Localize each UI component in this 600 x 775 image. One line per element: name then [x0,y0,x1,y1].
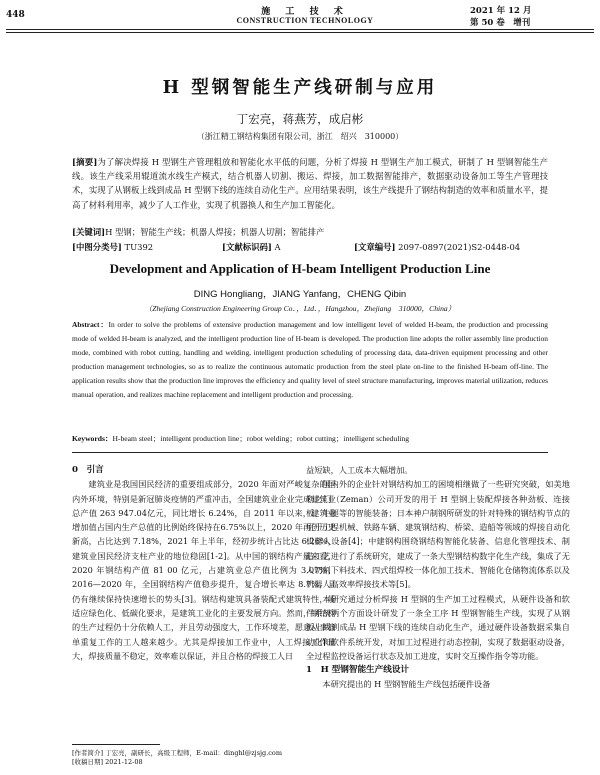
footnote-rule [72,744,160,745]
class-value: TU392 [124,242,154,252]
footnote-author: [作者简介] 丁宏亮，副研长，高级工程师，E-mail：dinghl@zjsjg.com [72,749,282,757]
paragraph: 建筑业是我国国民经济的重要组成部分，2020 年面对严峻复杂的国内外环境，特别是新冠肺炎疫情的严重冲击，全国建筑业企业完成建筑业总产值 263 947.04亿元，同比增长 6.24%，自 2011 年以来，建筑业增加值占国内生产总值的比例始终保持在6.75%以上，2020 年再创历史新高，占比达到 7.18%，2021 年上半年，经初步统计占比达 6.26%，建筑业国民经济支柱产业的地位稳固[1-2]。从中国的钢结构产量来看，2020 年钢结构产值 81 00 亿元，占建筑业总产值比例为 3.07%，2016—2020 年，全国钢结构产值稳步提升，复合增长率达 8.7%，且仍有继续保持快速增长的势头[3]。钢结构建筑具备装配式建筑特性，能适应绿色化、低碳化要求，是建筑工业化的主要发展方向。然而，钢结构的生产过程仍十分依赖人工，并且劳动强度大，工作环境差，愿意从事简单重复工作的工人越来越少。尤其是焊接加工作业中，人工焊接工作量大，焊接质量不稳定，效率难以保证，并且合格的焊接工人日 [72,479,336,661]
authors-cn: 丁宏亮，蒋燕芳，成启彬 [236,112,364,126]
doc-label: [文献标识码] [222,242,272,252]
header-rule [6,29,594,30]
keywords-text-en: H-beam steel；intelligent production line；robot welding；robot cutting；intelligent scheduling [112,434,410,443]
abstract-cn [72,155,548,212]
keywords-cn [72,226,548,238]
abstract-text-en: In order to solve the problems of extensive production management and low intelligent level of welded H-beam, the production and processing mode of welded H-beam is analyzed, and the intelligent production line of H-beam is developed. The production line adopts the roller assembly line production mode, combined with robot cutting, handling and welding, intelligent production scheduling of processing data, data-driven equipment processing and other production management technologies, so as to realize the continuous automatic production from the steel plate on-line to the finished H-beam off-line. The application results show that the production line improves the efficiency and quality level of steel structure manufacturing, improves material utilization, reduces manual operation, and realizes machine replacement and intelligent production and processing. [72,320,549,399]
doc-value: A [274,242,281,252]
paragraph: 本研究通过分析焊接 H 型钢的生产加工过程模式，从硬件设备和软件系统两个方面设计研发了一条全工序 H 型钢智能生产线，实现了从钢板上线到成品 H 型钢下线的连续自动化生产，通过硬件设备数据采集自动化和软件系统开发，对加工过程进行动态控制，实现了数据驱动设备，全过程监控设备运行状态及加工进度，实时交互操作指令等功能。 [306,593,570,661]
paragraph: 益短缺，人工成本大幅增加。 [306,465,413,475]
abstract-divider [72,452,548,453]
abstract-en [72,318,548,401]
article-no-value: 2097-0897(2021)S2-0448-04 [398,242,521,252]
affiliation-cn: （浙江精工钢结构集团有限公司，浙江 绍兴 310000） [196,132,404,141]
abstract-label-cn: [摘要] [72,157,98,167]
keywords-label-en: Keywords： [72,434,113,443]
footnote [72,749,336,767]
class-label: [中图分类号] [72,242,122,252]
body-right-column [306,463,570,692]
paragraph: 国内外的企业针对钢结构加工的困境相继做了一些研究突破，如美地利之门（Zeman）公司开发的用于 H 型钢上装配焊接各种劲板、连接板、牛腿等的智能装备；日本神户制钢所研发的针对特殊的钢结构节点的用于工程机械、铁路车辆、建筑钢结构、桥梁、造船等领域的焊接自动化机器人设备[4]；中建钢构围绕钢结构智能化装备、信息化管理技术、制造工艺进行了系统研究，建成了一条大型钢结构数字化生产线，集成了无人切割下料技术、四式组焊校一体化加工技术、智能化仓储物流体系以及机器人高效率焊接技术等[5]。 [306,479,570,590]
issue-volume: 第 50 卷 增刊 [470,18,531,28]
affiliation-en: （Zhejiang Construction Engineering Group Co．，Ltd．，Hangzhou，Zhejiang 310000，China） [144,304,456,313]
journal-name-cn: 施 工 技 术 [261,7,349,17]
paragraph: 本研究提出的 H 型钢智能生产线包括硬件设备 [322,679,491,690]
keywords-label-cn: [关键词] [72,227,106,237]
article-title-en: Development and Application of H-beam Intelligent Production Line [109,261,491,276]
footnote-received: [收稿日期] 2021-12-08 [72,758,143,766]
page-number: 448 [6,10,25,20]
abstract-label-en: Abstract： [72,320,109,329]
article-no-label: [文章编号] [354,242,396,252]
body-left-column [72,463,336,663]
keywords-en [72,433,548,444]
journal-name-en: CONSTRUCTION TECHNOLOGY [236,16,374,25]
authors-en: DING Hongliang，JIANG Yanfang，CHENG Qibin [193,289,407,300]
header-rule-thin [6,32,594,33]
article-number [354,241,520,253]
issue-date: 2021 年 12 月 [470,6,532,16]
keywords-text-cn: H 型钢；智能生产线；机器人焊接；机器人切割；智能排产 [105,227,325,237]
abstract-text-cn: 为了解决焊接 H 型钢生产管理粗放和智能化水平低的问题，分析了焊接 H 型钢生产加工模式，研制了 H 型钢智能生产线。该生产线采用辊道流水线生产模式，结合机器人切割、搬运、焊接，加工数据智能排产，数据驱动设备加工等生产管理技术，实现了从钢板上线到成品 H 型钢下线的连续自动化生产。应用结果表明，该生产线提升了钢结构制造的效率和质量水平，提高了材料利用率，减少了人工作业，实现了机器换人和生产加工智能化。 [72,157,548,210]
section-heading-design: 1 H 型钢智能生产线设计 [306,665,410,676]
class-number [72,241,153,253]
article-title-cn: H 型钢智能生产线研制与应用 [162,78,438,98]
document-code [222,241,281,253]
section-heading-intro: 0 引言 [72,465,104,475]
